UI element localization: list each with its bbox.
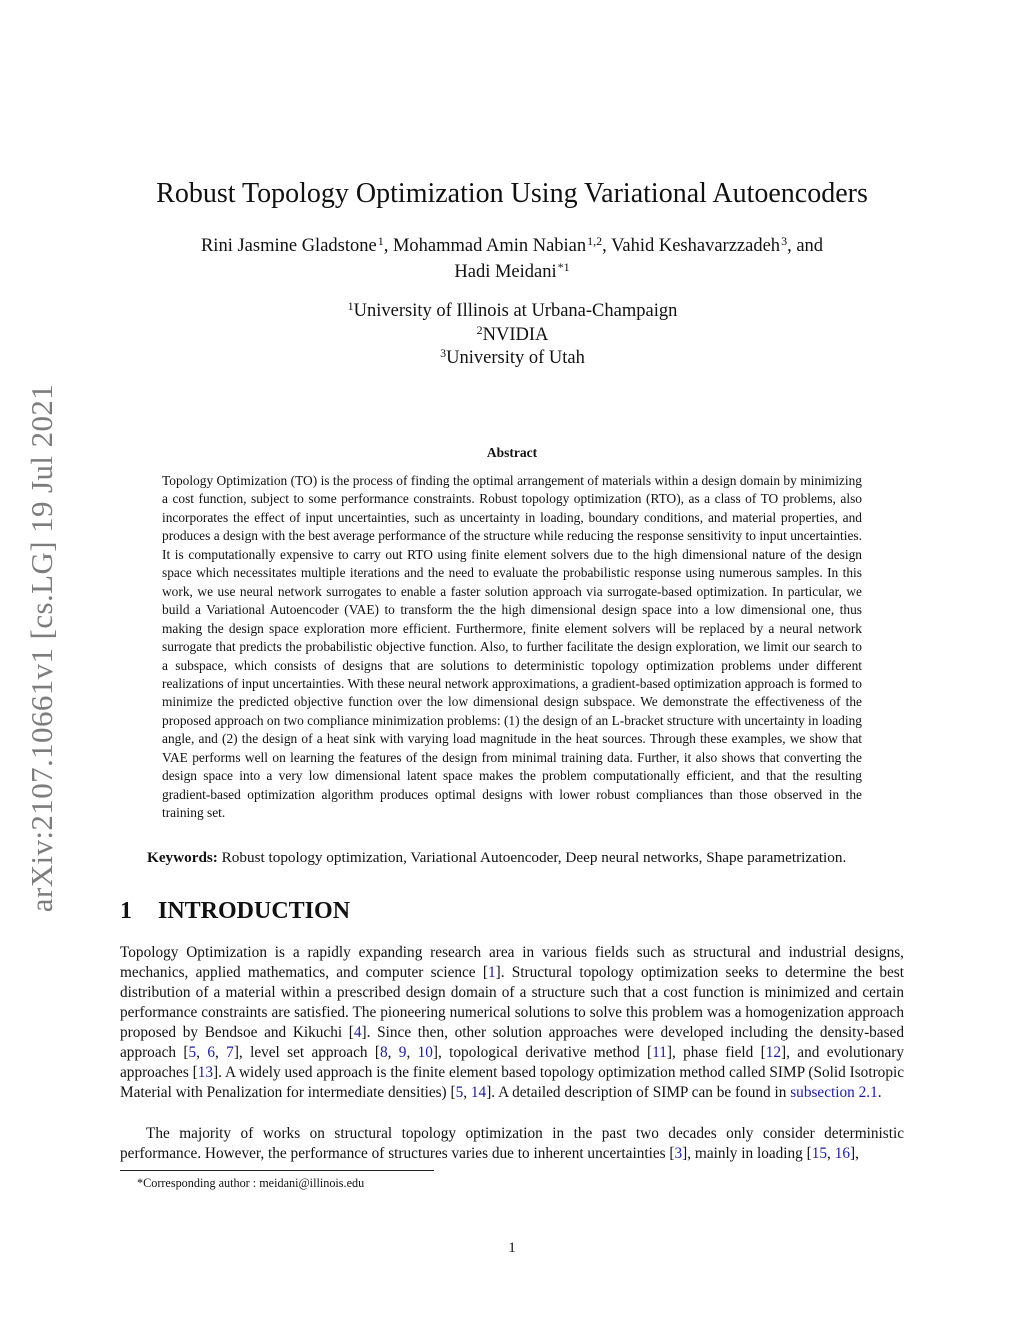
citation-link[interactable]: 3 bbox=[674, 1145, 683, 1162]
author-name: Rini Jasmine Gladstone bbox=[200, 236, 377, 256]
affiliation-marker: 3 bbox=[781, 234, 788, 248]
citation-link[interactable]: 12 bbox=[765, 1044, 782, 1061]
affiliation-marker: 1 bbox=[377, 234, 384, 248]
affiliation bbox=[0, 348, 1024, 369]
body-paragraph: The majority of works on structural topology optimization in the past two decades only consider deterministic performance. However, the performance of structures varies due to inherent uncertainties [3], mainly in loading [15, 16], bbox=[120, 1125, 904, 1162]
affiliation-marker: 1,2 bbox=[587, 234, 603, 248]
citation-link[interactable]: 7 bbox=[226, 1044, 234, 1061]
author-name: , Vahid Keshavarzzadeh bbox=[602, 236, 781, 256]
affiliation-name: University of Utah bbox=[446, 348, 585, 368]
citation-link[interactable]: 9 bbox=[398, 1044, 407, 1061]
affiliation bbox=[0, 301, 1024, 322]
citation-link[interactable]: 16 bbox=[834, 1145, 850, 1162]
citation-link[interactable]: 11 bbox=[652, 1044, 667, 1061]
subsection-link[interactable]: subsection 2.1 bbox=[790, 1084, 878, 1101]
author-conjunction: , and bbox=[787, 236, 824, 256]
citation-link[interactable]: 6 bbox=[207, 1044, 215, 1061]
footnote-divider bbox=[120, 1170, 434, 1171]
section-number: 1 bbox=[120, 898, 132, 924]
citation-link[interactable]: 8 bbox=[379, 1044, 388, 1061]
footnote: *Corresponding author : meidani@illinois.edu bbox=[137, 1176, 365, 1190]
citation-link[interactable]: 4 bbox=[353, 1024, 362, 1041]
affiliation-marker: 2 bbox=[476, 323, 483, 337]
author-name: Hadi Meidani bbox=[454, 262, 557, 282]
citation-link[interactable]: 14 bbox=[470, 1084, 487, 1101]
abstract-heading: Abstract bbox=[486, 445, 538, 460]
affiliation-marker: *1 bbox=[557, 260, 570, 274]
paper-title: Robust Topology Optimization Using Variational Autoencoders bbox=[156, 178, 868, 209]
citation-link[interactable]: 10 bbox=[417, 1044, 433, 1061]
author-name: , Mohammad Amin Nabian bbox=[383, 236, 587, 256]
section-title: INTRODUCTION bbox=[158, 898, 351, 924]
section-heading bbox=[120, 898, 350, 925]
author-list bbox=[150, 234, 874, 286]
abstract-text: Topology Optimization (TO) is the process of finding the optimal arrangement of materials within a design domain by minimizing a cost function, subject to some performance constraints. Robust topology optimization (RTO), as a class of TO problems, also incorporates the effect of input uncertainties, such as uncertainty in loading, boundary conditions, and material properties, and produces a design with the best average performance of the structure while reducing the response sensitivity to input uncertainties. It is computationally expensive to carry out RTO using finite element solvers due to the high dimensional nature of the design space which necessitates multiple iterations and the need to evaluate the probabilistic response using numerous samples. In this work, we use neural network surrogates to enable a faster solution approach via surrogate-based optimization. In particular, we build a Variational Autoencoder (VAE) to transform the the high dimensional design space into a low dimensional one, thus making the design space exploration more efficient. Furthermore, finite element solvers will be replaced by a neural network surrogate that predicts the probabilistic objective function. Also, to further facilitate the design exploration, we limit our search to a subspace, which consists of designs that are solutions to deterministic topology optimization problems under different realizations of input uncertainties. With these neural network approximations, a gradient-based optimization approach is formed to minimize the predicted objective function over the low dimensional design subspace. We demonstrate the effectiveness of the proposed approach on two compliance minimization problems: (1) the design of an L-bracket structure with uncertainty in loading angle, and (2) the design of a heat sink with varying load magnitude in the heat sources. Through these examples, we show that VAE performs well on learning the features of the design from minimal training data. Further, it also shows that converting the design space into a very low dimensional latent space makes the problem computationally efficient, and that the resulting gradient-based optimization algorithm produces optimal designs with lower robust compliances than those observed in the training set. bbox=[162, 473, 862, 821]
keywords-label: Keywords: bbox=[147, 849, 218, 866]
citation-link[interactable]: 13 bbox=[197, 1064, 214, 1081]
page-number: 1 bbox=[508, 1240, 516, 1256]
affiliation-marker: 3 bbox=[440, 346, 447, 360]
body-paragraph: Topology Optimization is a rapidly expanding research area in various fields such as structural and industrial designs, mechanics, applied mathematics, and computer science [1]. Structural topology optimization seeks to determine the best distribution of a material within a prescribed design domain of a structure such that a cost function is minimized and certain performance constraints are satisfied. The pioneering numerical solutions to solve this problem was a homogenization approach proposed by Bendsoe and Kikuchi [4]. Since then, other solution approaches were developed including the density-based approach [5, 6, 7], level set approach [8, 9, 10], topological derivative method [11], phase field [12], and evolutionary approaches [13]. A widely used approach is the finite element based topology optimization method called SIMP (Solid Isotropic Material with Penalization for intermediate densities) [5, 14]. A detailed description of SIMP can be found in subsection 2.1. bbox=[120, 944, 905, 1101]
citation-link[interactable]: 5 bbox=[455, 1084, 464, 1101]
citation-link[interactable]: 15 bbox=[811, 1145, 828, 1162]
citation-link[interactable]: 5 bbox=[188, 1044, 197, 1061]
keywords bbox=[147, 848, 907, 868]
affiliation-name: NVIDIA bbox=[482, 325, 549, 345]
affiliation-marker: 1 bbox=[347, 299, 354, 313]
affiliation bbox=[0, 325, 1024, 346]
arxiv-identifier: arXiv:2107.10661v1 [cs.LG] 19 Jul 2021 bbox=[24, 383, 59, 913]
keywords-text: Robust topology optimization, Variational Autoencoder, Deep neural networks, Shape parametrization. bbox=[221, 849, 847, 866]
citation-link[interactable]: 1 bbox=[487, 964, 496, 981]
affiliation-name: University of Illinois at Urbana-Champaign bbox=[353, 301, 678, 321]
